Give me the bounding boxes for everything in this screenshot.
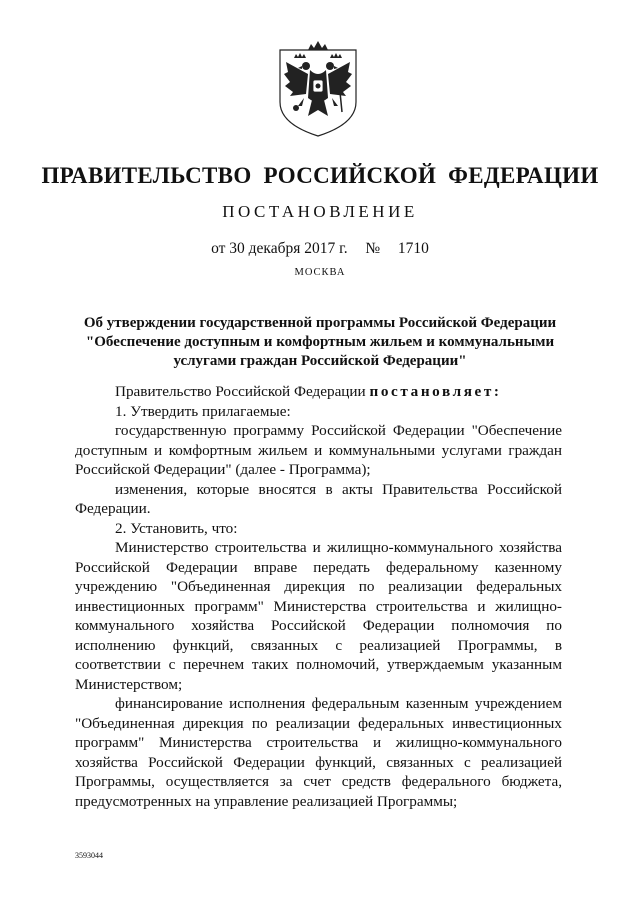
document-heading <box>64 314 576 371</box>
paragraph-establish: 2. Установить, что: <box>115 519 238 537</box>
paragraph-changes: изменения, которые вносятся в акты Правительства Российской Федерации. <box>75 480 562 517</box>
decree-verb: постановляет: <box>369 383 502 400</box>
coat-of-arms-emblem-icon <box>268 32 368 142</box>
heading-line-2: "Обеспечение доступным и комфортным жильем и коммунальными <box>85 334 555 350</box>
paragraph-program: государственную программу Российской Федерации "Обеспечение доступным и комфортным жильем и коммунальными услугами граждан Российской Федерации" (далее - Программа); <box>75 422 562 478</box>
document-city: МОСКВА <box>294 267 346 278</box>
heading-line-1: Об утверждении государственной программы Российской Федерации <box>83 315 557 331</box>
document-date-line <box>0 240 640 258</box>
document-number: 1710 <box>397 240 429 257</box>
document-code: 3593044 <box>75 851 103 860</box>
document-body <box>75 382 562 811</box>
paragraph-ministry: Министерство строительства и жилищно-коммунального хозяйства Российской Федерации вправе передать федеральному казенному учреждению "Объединенная дирекция по реализации федеральных инвестиционных программ" Министерства строительства и жилищно-коммунального хозяйства Российской Федерации полномочия по исполнению функций, связанных с реализацией Программы, в соответствии с перечнем таких полномочий, утверждаемым указанным Министерством; <box>75 539 562 693</box>
decree-lead: Правительство Российской Федерации <box>115 383 366 400</box>
document-type: ПОСТАНОВЛЕНИЕ <box>222 202 418 221</box>
number-sign: № <box>365 240 381 257</box>
heading-line-3: услугами граждан Российской Федерации" <box>173 353 467 369</box>
paragraph-approve: 1. Утвердить прилагаемые: <box>115 402 291 420</box>
paragraph-decree <box>75 382 562 402</box>
paragraph-financing: финансирование исполнения федеральным казенным учреждением "Объединенная дирекция по реализации федеральных инвестиционных программ" Министерства строительства и жилищно-коммунального хозяйства Российской Федерации функций, связанных с реализацией Программы, осуществляется за счет средств федерального бюджета, предусмотренных на управление реализацией Программы; <box>75 695 562 810</box>
document-date: от 30 декабря 2017 г. <box>211 240 348 257</box>
government-title: ПРАВИТЕЛЬСТВО РОССИЙСКОЙ ФЕДЕРАЦИИ <box>41 163 599 188</box>
